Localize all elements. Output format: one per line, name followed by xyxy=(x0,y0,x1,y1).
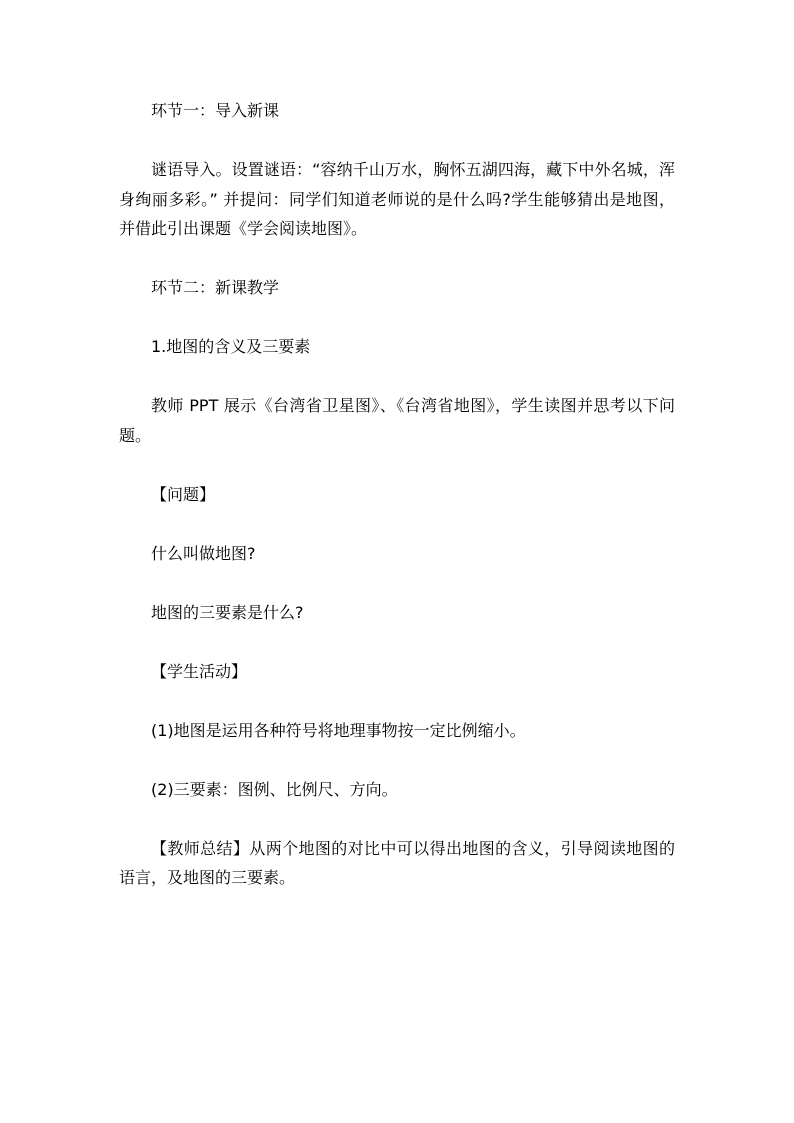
section-heading-2: 环节二：新课教学 xyxy=(151,278,280,297)
subsection-heading: 1.地图的含义及三要素 xyxy=(151,337,311,356)
document-body xyxy=(119,96,675,893)
question-2: 地图的三要素是什么? xyxy=(151,602,304,622)
teacher-summary-paragraph: 【教师总结】从两个地图的对比中可以得出地图的含义，引导阅读地图的语言，及地图的三要素。 xyxy=(119,838,675,887)
teacher-ppt-paragraph: 教师 PPT 展示《台湾省卫星图》、《台湾省地图》，学生读图并思考以下问题。 xyxy=(119,396,675,445)
riddle-intro-paragraph: 谜语导入。设置谜语：“容纳千山万水，胸怀五湖四海，藏下中外名城，浑身绚丽多彩。” 并提问：同学们知道老师说的是什么吗?学生能够猜出是地图，并借此引出课题《学会阅读地图》。 xyxy=(119,160,675,238)
activity-item-1: (1)地图是运用各种符号将地理事物按一定比例缩小。 xyxy=(151,720,526,740)
section-heading-1: 环节一：导入新课 xyxy=(151,101,280,120)
question-1: 什么叫做地图? xyxy=(151,543,256,563)
student-activity-label: 【学生活动】 xyxy=(151,661,248,681)
question-label: 【问题】 xyxy=(151,484,216,504)
activity-item-2: (2)三要素：图例、比例尺、方向。 xyxy=(151,779,398,799)
